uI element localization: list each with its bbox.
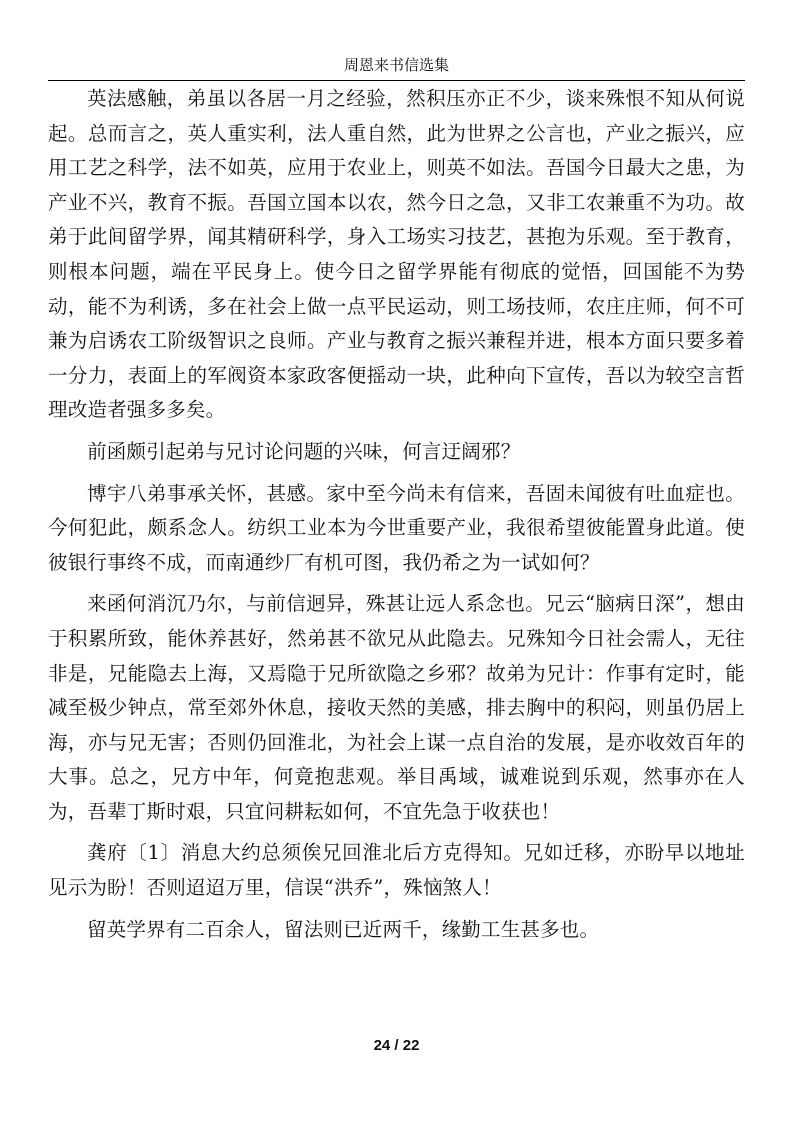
letter-body bbox=[48, 82, 745, 954]
paragraph-4: 来函何消沉乃尔，与前信迥异，殊甚让远人系念也。兄云“脑病日深”，想由于积累所致，能休养甚好，然弟甚不欲兄从此隐去。兄殊知今日社会需人，无往非是，兄能隐去上海，又焉隐于兄所欲隐之乡邪？故弟为兄计：作事有定时，能减至极少钟点，常至郊外休息，接收天然的美感，排去胸中的积闷，则虽仍居上海，亦与兄无害；否则仍回淮北，为社会上谋一点自治的发展，是亦收效百年的大事。总之，兄方中年，何竟抱悲观。举目禹域，诚难说到乐观，然事亦在人为，吾辈丁斯时艰，只宜问耕耘如何，不宜先急于收获也！ bbox=[48, 592, 745, 823]
paragraph-2: 前函颇引起弟与兄讨论问题的兴味，何言迂阔邪？ bbox=[87, 439, 521, 463]
paragraph-1: 英法感触，弟虽以各居一月之经验，然积压亦正不少，谈来殊恨不知从何说起。总而言之，英人重实利，法人重自然，此为世界之公言也，产业之振兴，应用工艺之科学，法不如英，应用于农业上，则英不如法。吾国今日最大之患，为产业不兴，教育不振。吾国立国本以农，然今日之急，又非工农兼重不为功。故弟于此间留学界，闻其精研科学，身入工场实习技艺，甚抱为乐观。至于教育，则根本问题，端在平民身上。使今日之留学界能有彻底的觉悟，回国能不为势动，能不为利诱，多在社会上做一点平民运动，则工场技师，农庄庄师，何不可兼为启诱农工阶级智识之良师。产业与教育之振兴兼程并进，根本方面只要多着一分力，表面上的军阀资本家政客便摇动一块，此种向下宣传，吾以为较空言哲理改造者强多多矣。 bbox=[48, 87, 745, 422]
paragraph-5: 龚府〔1〕消息大约总须俟兄回淮北后方克得知。兄如迁移，亦盼早以地址见示为盼！否则迢迢万里，信误“洪乔”，殊恼煞人！ bbox=[48, 841, 745, 900]
page-footer bbox=[0, 1036, 793, 1056]
running-header bbox=[48, 54, 745, 81]
header-title: 周恩来书信选集 bbox=[343, 56, 449, 74]
page-number: 24 / 22 bbox=[373, 1037, 420, 1054]
paragraph-3: 博宇八弟事承关怀，甚感。家中至今尚未有信来，吾固未闻彼有吐血症也。今何犯此，颇系念人。纺织工业本为今世重要产业，我很希望彼能置身此道。使彼银行事终不成，而南通纱厂有机可图，我仍希之为一试如何？ bbox=[48, 481, 745, 574]
paragraph-6: 留英学界有二百余人，留法则已近两千，缘勤工生甚多也。 bbox=[87, 917, 600, 941]
